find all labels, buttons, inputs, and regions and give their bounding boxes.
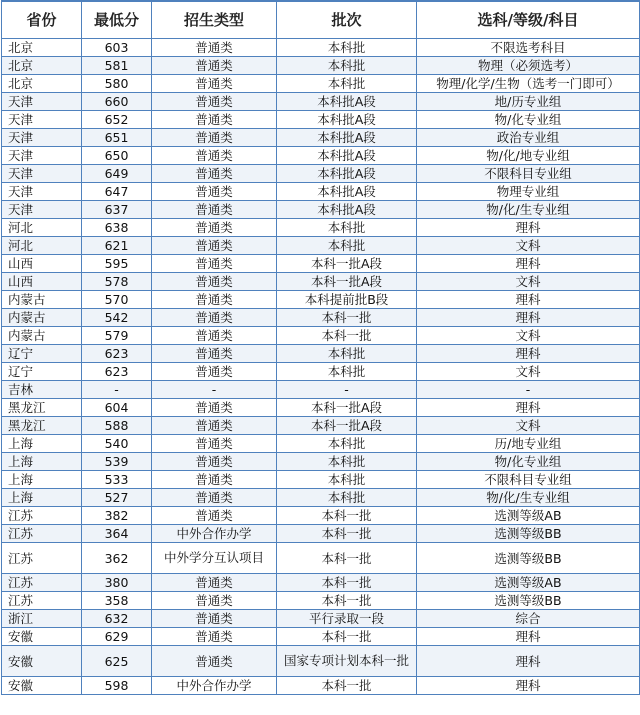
- table-row: [2, 677, 640, 695]
- header-subject-requirement: 选科/等级/科目: [417, 1, 640, 39]
- cell-subject-requirement: 理科: [417, 677, 640, 695]
- cell-province: 天津: [2, 93, 82, 111]
- cell-batch: 本科一批: [277, 677, 417, 695]
- header-province: 省份: [2, 1, 82, 39]
- table-row: [2, 291, 640, 309]
- cell-province: 北京: [2, 75, 82, 93]
- cell-subject-requirement: 文科: [417, 363, 640, 381]
- cell-enrollment-type: 普通类: [152, 327, 277, 345]
- cell-batch: 本科批: [277, 435, 417, 453]
- cell-subject-requirement: 理科: [417, 255, 640, 273]
- cell-batch: 本科一批: [277, 574, 417, 592]
- table-row: [2, 628, 640, 646]
- table-row: [2, 219, 640, 237]
- table-row: [2, 165, 640, 183]
- cell-subject-requirement: -: [417, 381, 640, 399]
- cell-min-score: 533: [82, 471, 152, 489]
- cell-enrollment-type: 普通类: [152, 291, 277, 309]
- cell-batch: 本科批A段: [277, 183, 417, 201]
- cell-enrollment-type: 普通类: [152, 93, 277, 111]
- cell-enrollment-type: 普通类: [152, 237, 277, 255]
- cell-min-score: 364: [82, 525, 152, 543]
- table-row: [2, 255, 640, 273]
- cell-province: 山西: [2, 255, 82, 273]
- cell-enrollment-type: 普通类: [152, 453, 277, 471]
- cell-min-score: 362: [82, 543, 152, 574]
- cell-enrollment-type: 普通类: [152, 507, 277, 525]
- table-row: [2, 183, 640, 201]
- header-min-score: 最低分: [82, 1, 152, 39]
- table-row: [2, 39, 640, 57]
- cell-batch: 本科批: [277, 363, 417, 381]
- table-row: [2, 75, 640, 93]
- cell-subject-requirement: 物/化/生专业组: [417, 201, 640, 219]
- cell-min-score: 623: [82, 363, 152, 381]
- cell-min-score: 623: [82, 345, 152, 363]
- cell-batch: 本科批: [277, 39, 417, 57]
- cell-province: 黑龙江: [2, 417, 82, 435]
- cell-batch: 本科批A段: [277, 93, 417, 111]
- cell-province: 上海: [2, 489, 82, 507]
- cell-province: 天津: [2, 129, 82, 147]
- cell-subject-requirement: 综合: [417, 610, 640, 628]
- cell-province: 天津: [2, 147, 82, 165]
- cell-enrollment-type: 普通类: [152, 646, 277, 677]
- cell-batch: 本科批: [277, 471, 417, 489]
- cell-enrollment-type: 普通类: [152, 201, 277, 219]
- cell-min-score: 637: [82, 201, 152, 219]
- cell-subject-requirement: 理科: [417, 309, 640, 327]
- table-row: [2, 399, 640, 417]
- cell-batch: 本科一批: [277, 507, 417, 525]
- cell-min-score: 380: [82, 574, 152, 592]
- cell-subject-requirement: 文科: [417, 417, 640, 435]
- table-row: [2, 327, 640, 345]
- cell-subject-requirement: 物/化/地专业组: [417, 147, 640, 165]
- cell-province: 天津: [2, 111, 82, 129]
- cell-enrollment-type: 普通类: [152, 255, 277, 273]
- cell-subject-requirement: 选测等级AB: [417, 507, 640, 525]
- cell-batch: 本科一批: [277, 309, 417, 327]
- cell-province: 天津: [2, 165, 82, 183]
- cell-batch: 平行录取一段: [277, 610, 417, 628]
- header-enrollment-type: 招生类型: [152, 1, 277, 39]
- table-row: [2, 111, 640, 129]
- cell-batch: 本科一批: [277, 592, 417, 610]
- cell-batch: 本科批: [277, 75, 417, 93]
- cell-subject-requirement: 不限科目专业组: [417, 165, 640, 183]
- cell-min-score: 632: [82, 610, 152, 628]
- cell-min-score: 540: [82, 435, 152, 453]
- cell-batch: 本科一批: [277, 525, 417, 543]
- table-row: [2, 543, 640, 574]
- cell-batch: 国家专项计划本科一批: [277, 646, 417, 677]
- cell-min-score: 638: [82, 219, 152, 237]
- cell-province: 江苏: [2, 543, 82, 574]
- cell-enrollment-type: 普通类: [152, 489, 277, 507]
- cell-enrollment-type: 普通类: [152, 610, 277, 628]
- cell-enrollment-type: 中外学分互认项目: [152, 543, 277, 574]
- cell-min-score: 542: [82, 309, 152, 327]
- cell-enrollment-type: 普通类: [152, 75, 277, 93]
- cell-subject-requirement: 理科: [417, 291, 640, 309]
- cell-province: 河北: [2, 219, 82, 237]
- cell-enrollment-type: 普通类: [152, 592, 277, 610]
- table-row: [2, 507, 640, 525]
- cell-batch: 本科提前批B段: [277, 291, 417, 309]
- cell-subject-requirement: 历/地专业组: [417, 435, 640, 453]
- cell-province: 江苏: [2, 574, 82, 592]
- table-row: [2, 273, 640, 291]
- cell-min-score: 595: [82, 255, 152, 273]
- cell-province: 江苏: [2, 525, 82, 543]
- cell-province: 吉林: [2, 381, 82, 399]
- table-header-row: [2, 1, 640, 39]
- table-row: [2, 525, 640, 543]
- cell-subject-requirement: 物/化专业组: [417, 453, 640, 471]
- table-row: [2, 129, 640, 147]
- cell-province: 天津: [2, 201, 82, 219]
- cell-enrollment-type: 普通类: [152, 628, 277, 646]
- cell-min-score: 382: [82, 507, 152, 525]
- cell-province: 内蒙古: [2, 327, 82, 345]
- cell-min-score: 649: [82, 165, 152, 183]
- table-row: [2, 610, 640, 628]
- table-row: [2, 309, 640, 327]
- cell-batch: 本科一批: [277, 628, 417, 646]
- cell-province: 江苏: [2, 507, 82, 525]
- cell-subject-requirement: 选测等级BB: [417, 543, 640, 574]
- cell-batch: 本科批A段: [277, 201, 417, 219]
- cell-enrollment-type: 普通类: [152, 309, 277, 327]
- cell-province: 辽宁: [2, 363, 82, 381]
- table-row: [2, 453, 640, 471]
- cell-province: 安徽: [2, 677, 82, 695]
- cell-enrollment-type: 中外合作办学: [152, 677, 277, 695]
- cell-min-score: 570: [82, 291, 152, 309]
- cell-min-score: 580: [82, 75, 152, 93]
- cell-subject-requirement: 理科: [417, 219, 640, 237]
- cell-min-score: 629: [82, 628, 152, 646]
- cell-subject-requirement: 理科: [417, 646, 640, 677]
- table-row: [2, 147, 640, 165]
- cell-subject-requirement: 不限选考科目: [417, 39, 640, 57]
- table-row: [2, 381, 640, 399]
- cell-batch: 本科批: [277, 219, 417, 237]
- cell-min-score: 621: [82, 237, 152, 255]
- admission-score-table: [1, 0, 640, 695]
- cell-batch: 本科批: [277, 345, 417, 363]
- cell-batch: -: [277, 381, 417, 399]
- cell-enrollment-type: 普通类: [152, 39, 277, 57]
- cell-min-score: 604: [82, 399, 152, 417]
- cell-batch: 本科批: [277, 453, 417, 471]
- cell-province: 河北: [2, 237, 82, 255]
- cell-subject-requirement: 文科: [417, 327, 640, 345]
- cell-min-score: 581: [82, 57, 152, 75]
- cell-batch: 本科批A段: [277, 165, 417, 183]
- cell-enrollment-type: 普通类: [152, 147, 277, 165]
- cell-subject-requirement: 理科: [417, 399, 640, 417]
- cell-province: 北京: [2, 57, 82, 75]
- cell-province: 安徽: [2, 646, 82, 677]
- cell-min-score: 527: [82, 489, 152, 507]
- cell-enrollment-type: 普通类: [152, 399, 277, 417]
- cell-subject-requirement: 物理（必须选考）: [417, 57, 640, 75]
- table-row: [2, 237, 640, 255]
- cell-province: 黑龙江: [2, 399, 82, 417]
- cell-subject-requirement: 不限科目专业组: [417, 471, 640, 489]
- cell-enrollment-type: 普通类: [152, 183, 277, 201]
- cell-enrollment-type: 普通类: [152, 273, 277, 291]
- table-row: [2, 417, 640, 435]
- cell-subject-requirement: 选测等级BB: [417, 525, 640, 543]
- table-row: [2, 201, 640, 219]
- cell-province: 内蒙古: [2, 291, 82, 309]
- table-row: [2, 471, 640, 489]
- cell-enrollment-type: 普通类: [152, 417, 277, 435]
- cell-enrollment-type: 普通类: [152, 435, 277, 453]
- cell-min-score: 579: [82, 327, 152, 345]
- cell-province: 安徽: [2, 628, 82, 646]
- cell-subject-requirement: 文科: [417, 273, 640, 291]
- table-row: [2, 592, 640, 610]
- cell-min-score: 647: [82, 183, 152, 201]
- cell-batch: 本科一批A段: [277, 273, 417, 291]
- cell-province: 内蒙古: [2, 309, 82, 327]
- cell-province: 上海: [2, 453, 82, 471]
- cell-min-score: 578: [82, 273, 152, 291]
- cell-batch: 本科批: [277, 237, 417, 255]
- cell-province: 上海: [2, 471, 82, 489]
- cell-min-score: 660: [82, 93, 152, 111]
- cell-batch: 本科批A段: [277, 129, 417, 147]
- cell-province: 辽宁: [2, 345, 82, 363]
- cell-batch: 本科一批A段: [277, 399, 417, 417]
- table-row: [2, 646, 640, 677]
- cell-enrollment-type: 中外合作办学: [152, 525, 277, 543]
- cell-min-score: 358: [82, 592, 152, 610]
- cell-batch: 本科一批A段: [277, 417, 417, 435]
- cell-subject-requirement: 地/历专业组: [417, 93, 640, 111]
- cell-batch: 本科批: [277, 489, 417, 507]
- table-row: [2, 93, 640, 111]
- cell-subject-requirement: 文科: [417, 237, 640, 255]
- table-row: [2, 345, 640, 363]
- cell-enrollment-type: 普通类: [152, 165, 277, 183]
- cell-min-score: 539: [82, 453, 152, 471]
- cell-min-score: 603: [82, 39, 152, 57]
- cell-subject-requirement: 物/化专业组: [417, 111, 640, 129]
- cell-min-score: 650: [82, 147, 152, 165]
- cell-enrollment-type: 普通类: [152, 219, 277, 237]
- cell-enrollment-type: 普通类: [152, 574, 277, 592]
- cell-enrollment-type: 普通类: [152, 363, 277, 381]
- table-row: [2, 57, 640, 75]
- cell-subject-requirement: 政治专业组: [417, 129, 640, 147]
- table-body: [2, 39, 640, 695]
- cell-subject-requirement: 物理专业组: [417, 183, 640, 201]
- table-row: [2, 363, 640, 381]
- cell-enrollment-type: -: [152, 381, 277, 399]
- cell-enrollment-type: 普通类: [152, 57, 277, 75]
- cell-subject-requirement: 物理/化学/生物（选考一门即可）: [417, 75, 640, 93]
- cell-batch: 本科一批: [277, 327, 417, 345]
- cell-province: 天津: [2, 183, 82, 201]
- cell-province: 浙江: [2, 610, 82, 628]
- cell-enrollment-type: 普通类: [152, 111, 277, 129]
- table-row: [2, 574, 640, 592]
- table-row: [2, 435, 640, 453]
- cell-enrollment-type: 普通类: [152, 129, 277, 147]
- table-row: [2, 489, 640, 507]
- cell-min-score: 588: [82, 417, 152, 435]
- cell-batch: 本科一批: [277, 543, 417, 574]
- cell-province: 北京: [2, 39, 82, 57]
- cell-enrollment-type: 普通类: [152, 471, 277, 489]
- cell-batch: 本科一批A段: [277, 255, 417, 273]
- cell-province: 江苏: [2, 592, 82, 610]
- cell-min-score: 652: [82, 111, 152, 129]
- cell-min-score: 651: [82, 129, 152, 147]
- cell-subject-requirement: 理科: [417, 345, 640, 363]
- cell-subject-requirement: 选测等级AB: [417, 574, 640, 592]
- cell-subject-requirement: 理科: [417, 628, 640, 646]
- cell-min-score: -: [82, 381, 152, 399]
- cell-province: 上海: [2, 435, 82, 453]
- cell-subject-requirement: 物/化/生专业组: [417, 489, 640, 507]
- cell-min-score: 598: [82, 677, 152, 695]
- cell-enrollment-type: 普通类: [152, 345, 277, 363]
- cell-batch: 本科批A段: [277, 147, 417, 165]
- cell-min-score: 625: [82, 646, 152, 677]
- cell-subject-requirement: 选测等级BB: [417, 592, 640, 610]
- cell-province: 山西: [2, 273, 82, 291]
- header-batch: 批次: [277, 1, 417, 39]
- cell-batch: 本科批: [277, 57, 417, 75]
- cell-batch: 本科批A段: [277, 111, 417, 129]
